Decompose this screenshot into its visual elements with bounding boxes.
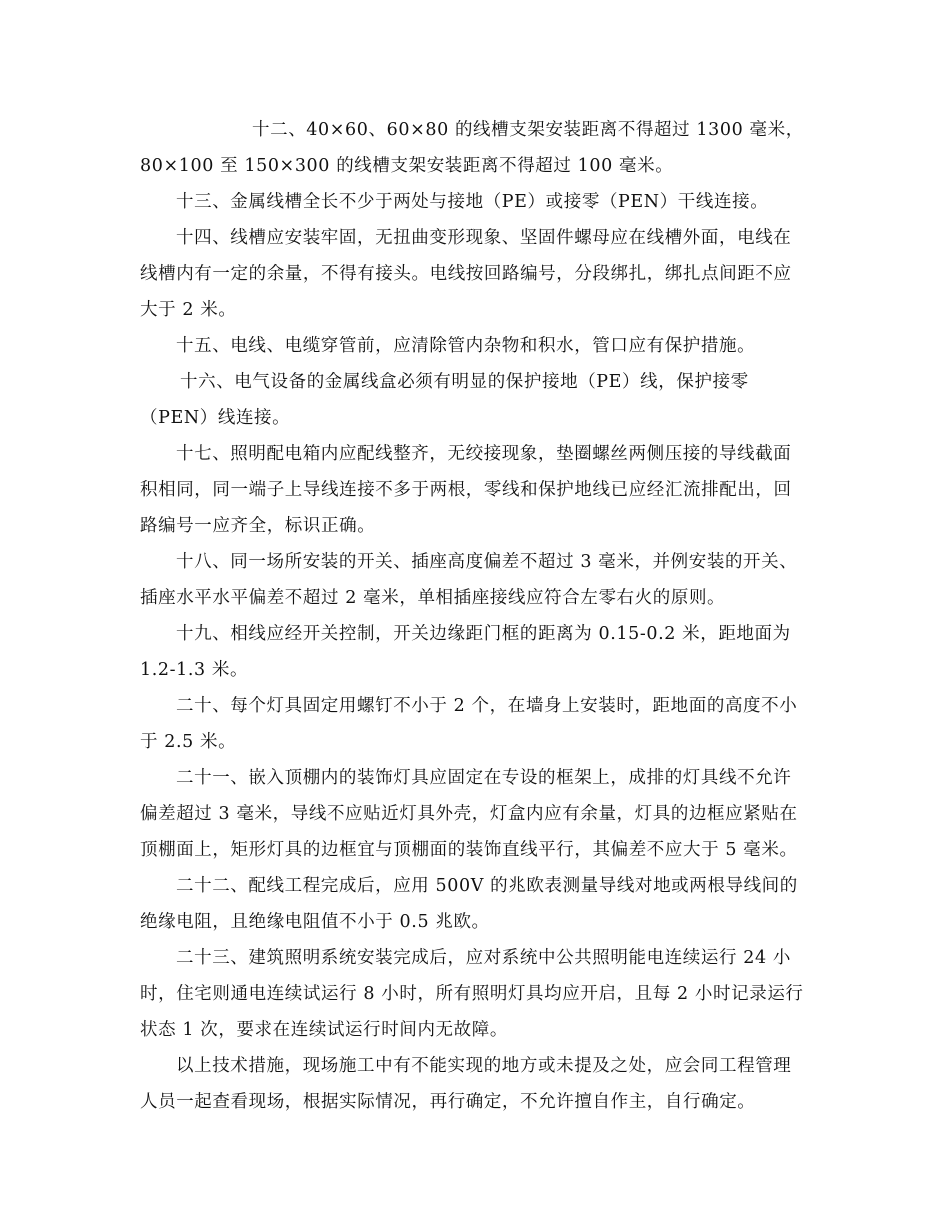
text-line: 1.2-1.3 米。 (140, 660, 249, 680)
text-line: 十九、相线应经开关控制，开关边缘距门框的距离为 0.15-0.2 米，距地面为 (176, 624, 791, 644)
text-line: 插座水平水平偏差不超过 2 毫米，单相插座接线应符合左零右火的原则。 (140, 588, 726, 608)
text-line: 大于 2 米。 (140, 300, 237, 320)
text-line: 十四、线槽应安装牢固，无扭曲变形现象、坚固件螺母应在线槽外面，电线在 (176, 228, 792, 248)
text-line: 顶棚面上，矩形灯具的边框宜与顶棚面的装饰直线平行，其偏差不应大于 5 毫米。 (140, 840, 798, 860)
text-line: 于 2.5 米。 (140, 732, 237, 752)
text-line: 二十、每个灯具固定用螺钉不小于 2 个，在墙身上安装时，距地面的高度不小 (176, 696, 798, 716)
text-line: 以上技术措施，现场施工中有不能实现的地方或未提及之处，应会同工程管理 (176, 1056, 792, 1076)
text-line: 二十三、建筑照明系统安装完成后，应对系统中公共照明能电连续运行 24 小 (176, 948, 791, 968)
text-line: 绝缘电阻，且绝缘电阻值不小于 0.5 兆欧。 (140, 912, 490, 932)
text-line: 时，住宅则通电连续试运行 8 小时，所有照明灯具均应开启，且每 2 小时记录运行 (140, 984, 804, 1004)
text-line: 二十一、嵌入顶棚内的装饰灯具应固定在专设的框架上，成排的灯具线不允许 (176, 768, 792, 788)
text-line: 状态 1 次，要求在连续试运行时间内无故障。 (140, 1020, 508, 1040)
text-line: 积相同，同一端子上导线连接不多于两根，零线和保护地线已应经汇流排配出，回 (140, 480, 792, 500)
text-line: 十二、40×60、60×80 的线槽支架安装距离不得超过 1300 毫米， (252, 120, 804, 140)
text-line: 十三、金属线槽全长不少于两处与接地（PE）或接零（PEN）干线连接。 (176, 192, 769, 212)
text-line: 偏差超过 3 毫米，导线不应贴近灯具外壳，灯盒内应有余量，灯具的边框应紧贴在 (140, 804, 798, 824)
text-line: 十七、照明配电箱内应配线整齐，无绞接现象，垫圈螺丝两侧压接的导线截面 (176, 444, 792, 464)
text-line: 80×100 至 150×300 的线槽支架安装距离不得超过 100 毫米。 (140, 156, 674, 176)
text-line: 路编号一应齐全，标识正确。 (140, 516, 376, 536)
text-line: 线槽内有一定的余量，不得有接头。电线按回路编号，分段绑扎，绑扎点间距不应 (140, 264, 792, 284)
text-line: 十八、同一场所安装的开关、插座高度偏差不超过 3 毫米，并例安装的开关、 (176, 552, 798, 572)
text-line: 二十二、配线工程完成后，应用 500V 的兆欧表测量导线对地或两根导线间的 (176, 876, 798, 896)
text-line: 人员一起查看现场，根据实际情况，再行确定，不允许擅自作主，自行确定。 (140, 1092, 756, 1112)
text-line: （PEN）线连接。 (140, 408, 291, 428)
text-line: 十五、电线、电缆穿管前，应清除管内杂物和积水，管口应有保护措施。 (176, 336, 756, 356)
text-line: 十六、电气设备的金属线盒必须有明显的保护接地（PE）线，保护接零 (180, 372, 749, 392)
